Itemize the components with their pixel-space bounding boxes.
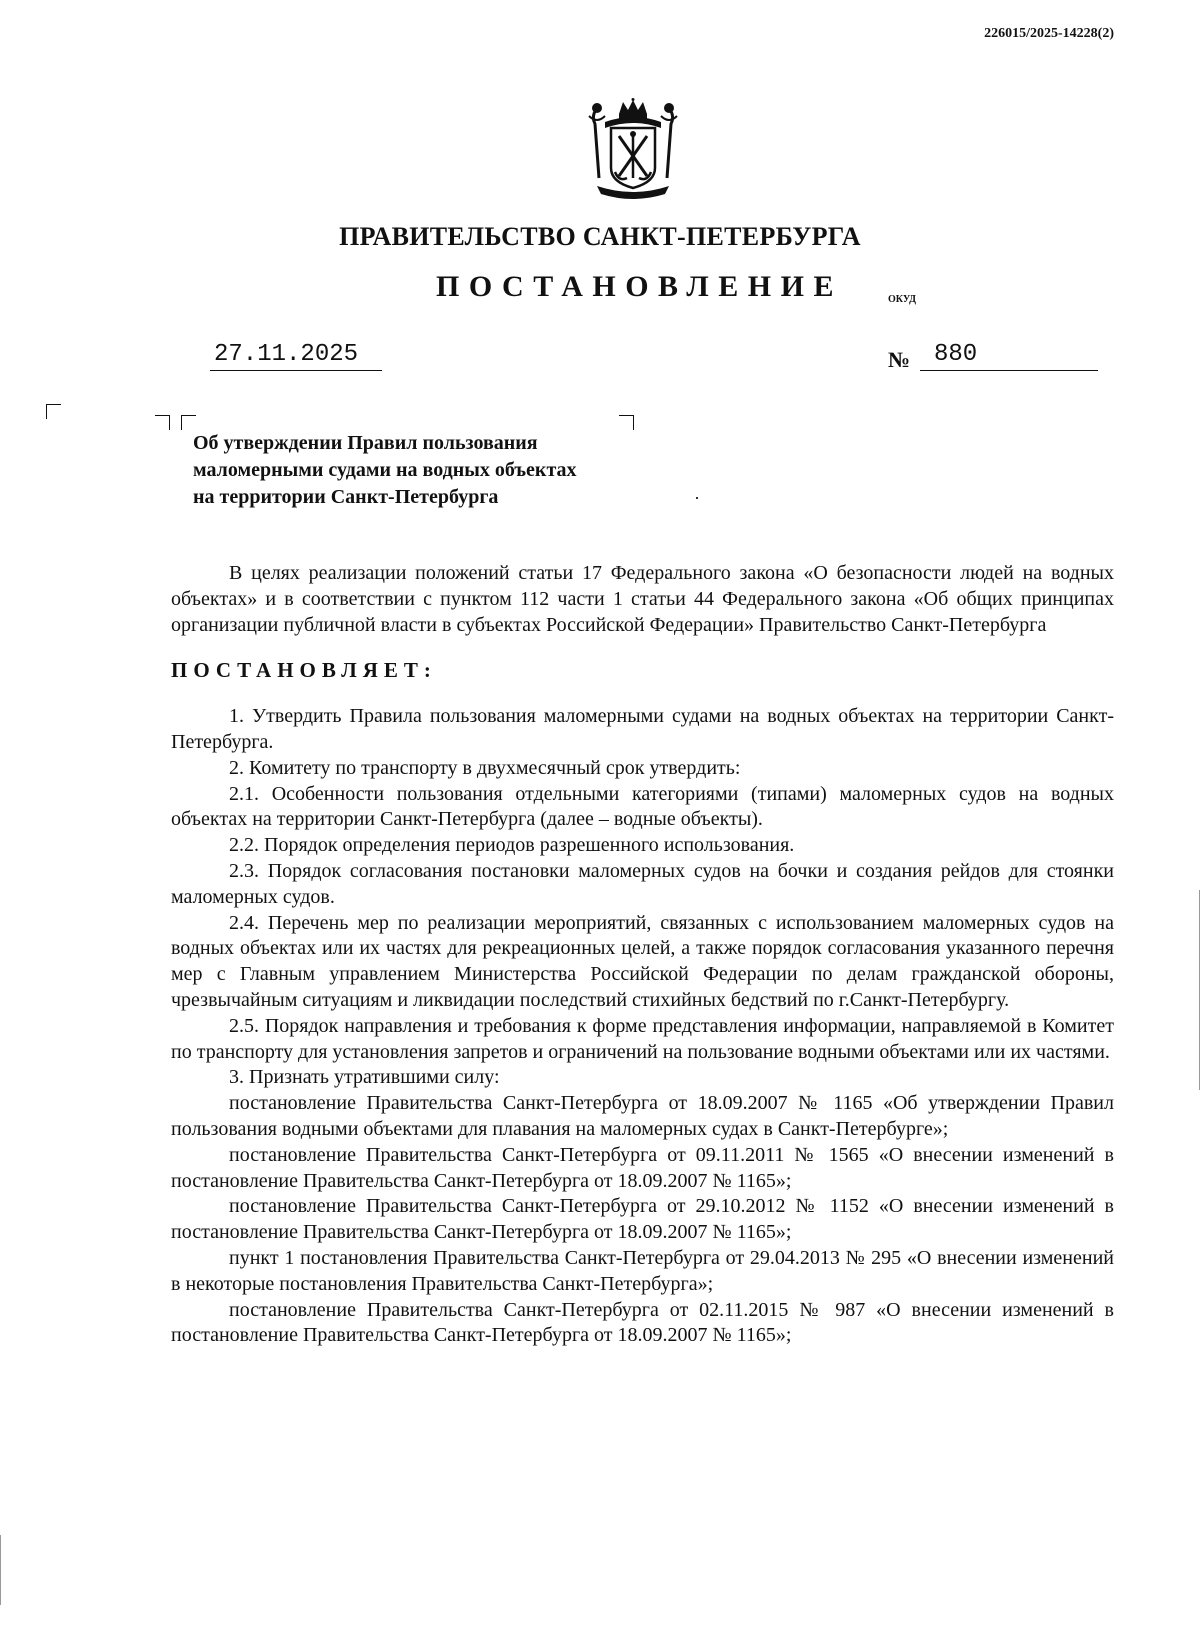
list-item: 2.1. Особенности пользования отдельными категориями (типами) маломерных судов на водных объектах на территории Санкт-Петербурга (далее – водные объекты). [171,782,1114,831]
list-item: 2.3. Порядок согласования постановки маломерных судов на бочки и создания рейдов для стоянки маломерных судов. [171,859,1114,908]
scan-speck [696,497,698,499]
list-item: 3. Признать утратившими силу: [229,1066,500,1089]
list-item: пункт 1 постановления Правительства Санкт-Петербурга от 29.04.2013 № 295 «О внесении изменений в некоторые постановления Правительства Санкт-Петербурга»; [171,1246,1114,1295]
document-body [171,561,1114,1349]
saint-petersburg-coat-of-arms-icon [583,98,683,200]
list-item: 2. Комитету по транспорту в двухмесячный срок утвердить: [229,756,741,779]
list-item: 2.2. Порядок определения периодов разрешенного использования. [229,834,795,857]
list-item: постановление Правительства Санкт-Петербурга от 18.09.2007 № 1165 «Об утверждении Правил пользования водными объектами для плавания на маломерных судах в Санкт-Петербурге»; [171,1092,1114,1140]
bracket-corner-mark [619,415,634,430]
scan-edge-mark [0,1535,1,1605]
decree-word: ПОСТАНОВЛЯЕТ: [171,658,437,683]
doc-registration-id: 226015/2025-14228(2) [984,26,1114,41]
document-subject [193,430,753,511]
list-item: постановление Правительства Санкт-Петербурга от 29.10.2012 № 1152 «О внесении изменений в постановление Правительства Санкт-Петербурга от 18.09.2007 № 1165»; [171,1195,1114,1244]
okud-label: ОКУД [888,294,917,305]
subject-line: маломерными судами на водных объектах [193,459,577,481]
bracket-corner-mark [181,415,196,430]
list-item: постановление Правительства Санкт-Петербурга от 09.11.2011 № 1565 «О внесении изменений в постановление Правительства Санкт-Петербурга от 18.09.2007 № 1165»; [171,1143,1114,1192]
list-item: 2.4. Перечень мер по реализации мероприятий, связанных с использованием маломерных судов на водных объектах или их частях для рекреационных целей, а также порядок согласования указанного перечня мер с Главным управлением Министерства Российской Федерации по делам гражданской обороны, чрезвычайным ситуациям и ликвидации последствий стихийных бедствий по г.Санкт-Петербургу. [171,911,1114,1011]
list-item: 2.5. Порядок направления и требования к форме представления информации, направляемой в Комитет по транспорту для установления запретов и ограничений на пользование водными объектами или их частями. [171,1014,1114,1063]
document-number: 880 [920,340,1098,371]
document-date: 27.11.2025 [210,340,382,371]
organization-name: ПРАВИТЕЛЬСТВО САНКТ-ПЕТЕРБУРГА [339,222,861,251]
document-type: ПОСТАНОВЛЕНИЕ [436,270,843,303]
subject-line: Об утверждении Правил пользования [193,432,538,454]
list-item: 1. Утвердить Правила пользования маломерными судами на водных объектах на территории Санкт-Петербурга. [171,705,1114,753]
preamble-paragraph: В целях реализации положений статьи 17 Федерального закона «О безопасности людей на водных объектах» и в соответствии с пунктом 112 части 1 статьи 44 Федерального закона «Об общих принципах организации публичной власти в субъектах Российской Федерации» Правительство Санкт-Петербурга [171,562,1114,636]
number-sign: № [888,347,911,372]
bracket-corner-mark [155,415,170,430]
list-item: постановление Правительства Санкт-Петербурга от 02.11.2015 № 987 «О внесении изменений в постановление Правительства Санкт-Петербурга от 18.09.2007 № 1165»; [171,1298,1114,1347]
subject-line: на территории Санкт-Петербурга [193,486,499,508]
bracket-corner-mark [46,404,61,419]
